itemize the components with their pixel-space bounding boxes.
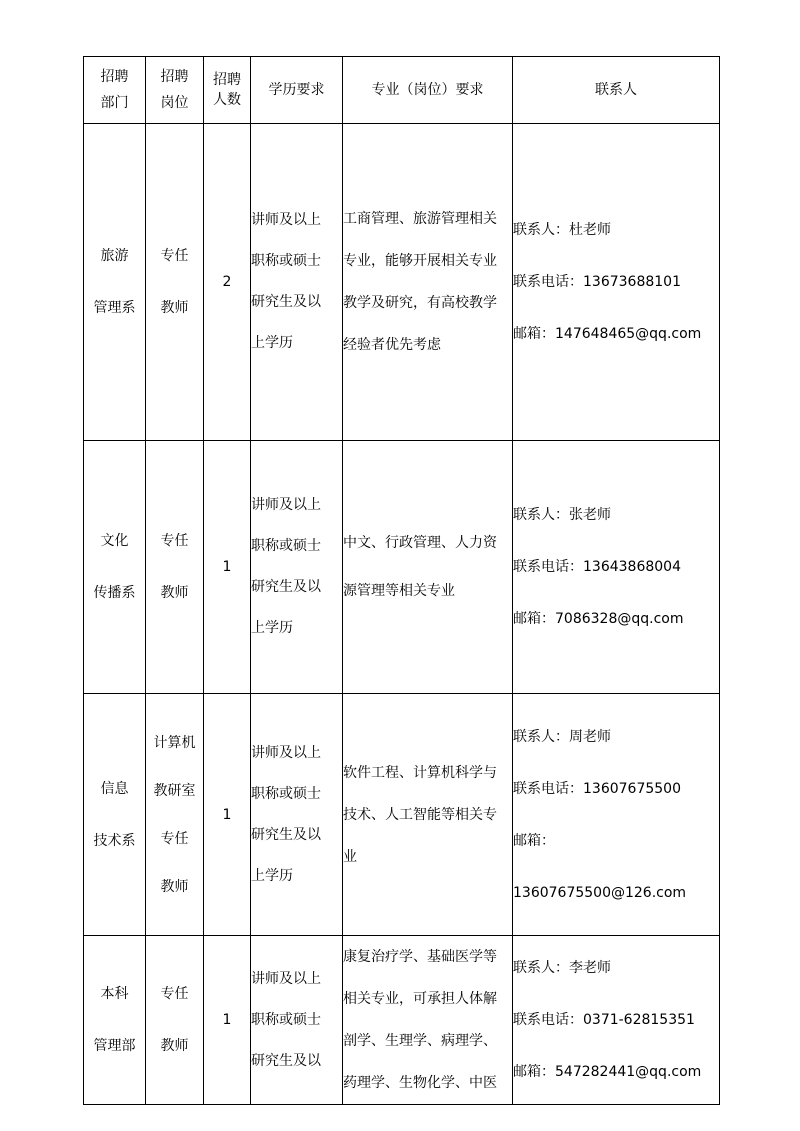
header-row — [84, 57, 720, 124]
header-dept-line-2: 部门 — [100, 95, 129, 111]
edu-cell — [251, 936, 343, 1105]
edu-line: 职称或硕士 — [251, 1011, 321, 1028]
post-cell — [146, 936, 204, 1105]
major-cell — [343, 694, 513, 936]
edu-line: 讲师及以上 — [251, 744, 321, 761]
contact-line: 13607675500@126.com — [513, 884, 687, 901]
contact-cell — [513, 441, 720, 694]
count-cell — [204, 694, 251, 936]
dept-line: 技术系 — [93, 832, 136, 849]
table-row — [84, 124, 720, 441]
edu-cell — [251, 441, 343, 694]
dept-line: 本科 — [100, 986, 129, 1002]
edu-line: 上学历 — [251, 620, 293, 636]
dept-cell — [84, 124, 146, 441]
contact-line: 联系人：李老师 — [513, 960, 611, 976]
contact-line: 联系电话：13673688101 — [513, 274, 681, 290]
contact-line: 联系电话：0371-62815351 — [513, 1012, 695, 1028]
dept-line: 旅游 — [100, 248, 129, 264]
header-post — [146, 57, 204, 124]
count-cell — [204, 936, 251, 1105]
count-line: 1 — [222, 806, 232, 823]
edu-line: 研究生及以 — [251, 294, 321, 310]
dept-line: 管理部 — [93, 1038, 136, 1054]
major-line: 教学及研究，有高校教学 — [343, 295, 497, 311]
contact-cell — [513, 124, 720, 441]
contact-line: 邮箱：7086328@qq.com — [513, 611, 684, 627]
post-line: 专任 — [160, 830, 189, 847]
edu-cell — [251, 694, 343, 936]
post-line: 计算机 — [153, 734, 196, 751]
major-cell — [343, 936, 513, 1105]
contact-cell — [513, 694, 720, 936]
major-line: 专业，能够开展相关专业 — [343, 253, 497, 269]
table-row — [84, 441, 720, 694]
count-line: 2 — [222, 274, 232, 290]
major-line: 经验者优先考虑 — [343, 337, 441, 353]
post-line: 教师 — [160, 1038, 189, 1054]
edu-line: 讲师及以上 — [251, 970, 321, 987]
dept-line: 信息 — [100, 780, 129, 797]
dept-cell — [84, 441, 146, 694]
contact-line: 邮箱：147648465@qq.com — [513, 326, 702, 342]
edu-line: 研究生及以 — [251, 579, 321, 595]
post-line: 专任 — [160, 248, 189, 264]
edu-line: 研究生及以 — [251, 1052, 321, 1069]
major-cell — [343, 441, 513, 694]
contact-line: 联系电话：13643868004 — [513, 559, 681, 575]
post-cell — [146, 694, 204, 936]
count-line: 1 — [222, 559, 232, 575]
major-line: 剖学、生理学、病理学、 — [343, 1033, 497, 1049]
header-count — [204, 57, 251, 124]
major-line: 药理学、生物化学、中医 — [343, 1075, 497, 1091]
post-line: 教师 — [160, 585, 189, 601]
dept-line: 传播系 — [93, 585, 136, 601]
count-cell — [204, 441, 251, 694]
contact-line: 联系电话：13607675500 — [513, 780, 681, 797]
header-major: 专业（岗位）要求 — [343, 57, 513, 124]
header-contact: 联系人 — [513, 57, 720, 124]
dept-line: 文化 — [100, 533, 129, 549]
edu-line: 上学历 — [251, 867, 293, 884]
header-dept — [84, 57, 146, 124]
edu-cell — [251, 124, 343, 441]
edu-line: 职称或硕士 — [251, 253, 321, 269]
header-edu: 学历要求 — [251, 57, 343, 124]
post-line: 教师 — [160, 300, 189, 316]
edu-line: 讲师及以上 — [251, 497, 321, 513]
edu-line: 讲师及以上 — [251, 212, 321, 228]
major-line: 中文、行政管理、人力资 — [343, 535, 497, 551]
contact-line: 联系人：张老师 — [513, 507, 611, 523]
count-line: 1 — [222, 1012, 232, 1028]
major-line: 源管理等相关专业 — [343, 583, 455, 599]
post-line: 专任 — [160, 533, 189, 549]
contact-line: 联系人：周老师 — [513, 728, 611, 745]
contact-line: 邮箱： — [513, 832, 555, 849]
edu-line: 研究生及以 — [251, 826, 321, 843]
contact-line: 联系人：杜老师 — [513, 222, 611, 238]
recruitment-table — [83, 56, 720, 1105]
major-line: 技术、人工智能等相关专 — [343, 806, 497, 823]
post-line: 教研室 — [153, 782, 196, 799]
header-count-line-2: 人数 — [213, 92, 241, 108]
table-row — [84, 936, 720, 1105]
major-cell — [343, 124, 513, 441]
table-row — [84, 694, 720, 936]
major-line: 康复治疗学、基础医学等 — [343, 949, 497, 965]
header-dept-line-1: 招聘 — [100, 69, 129, 85]
dept-cell — [84, 694, 146, 936]
header-post-line-2: 岗位 — [160, 95, 189, 111]
post-line: 专任 — [160, 986, 189, 1002]
dept-cell — [84, 936, 146, 1105]
header-count-line-1: 招聘 — [213, 72, 241, 88]
edu-line: 职称或硕士 — [251, 785, 321, 802]
edu-line: 职称或硕士 — [251, 538, 321, 554]
contact-cell — [513, 936, 720, 1105]
post-line: 教师 — [160, 878, 189, 895]
count-cell — [204, 124, 251, 441]
contact-line: 邮箱：547282441@qq.com — [513, 1064, 702, 1080]
major-line: 软件工程、计算机科学与 — [343, 764, 497, 781]
header-post-line-1: 招聘 — [160, 69, 189, 85]
major-line: 业 — [343, 848, 357, 865]
edu-line: 上学历 — [251, 335, 293, 351]
dept-line: 管理系 — [93, 300, 136, 316]
post-cell — [146, 124, 204, 441]
major-line: 相关专业，可承担人体解 — [343, 991, 497, 1007]
major-line: 工商管理、旅游管理相关 — [343, 211, 497, 227]
post-cell — [146, 441, 204, 694]
